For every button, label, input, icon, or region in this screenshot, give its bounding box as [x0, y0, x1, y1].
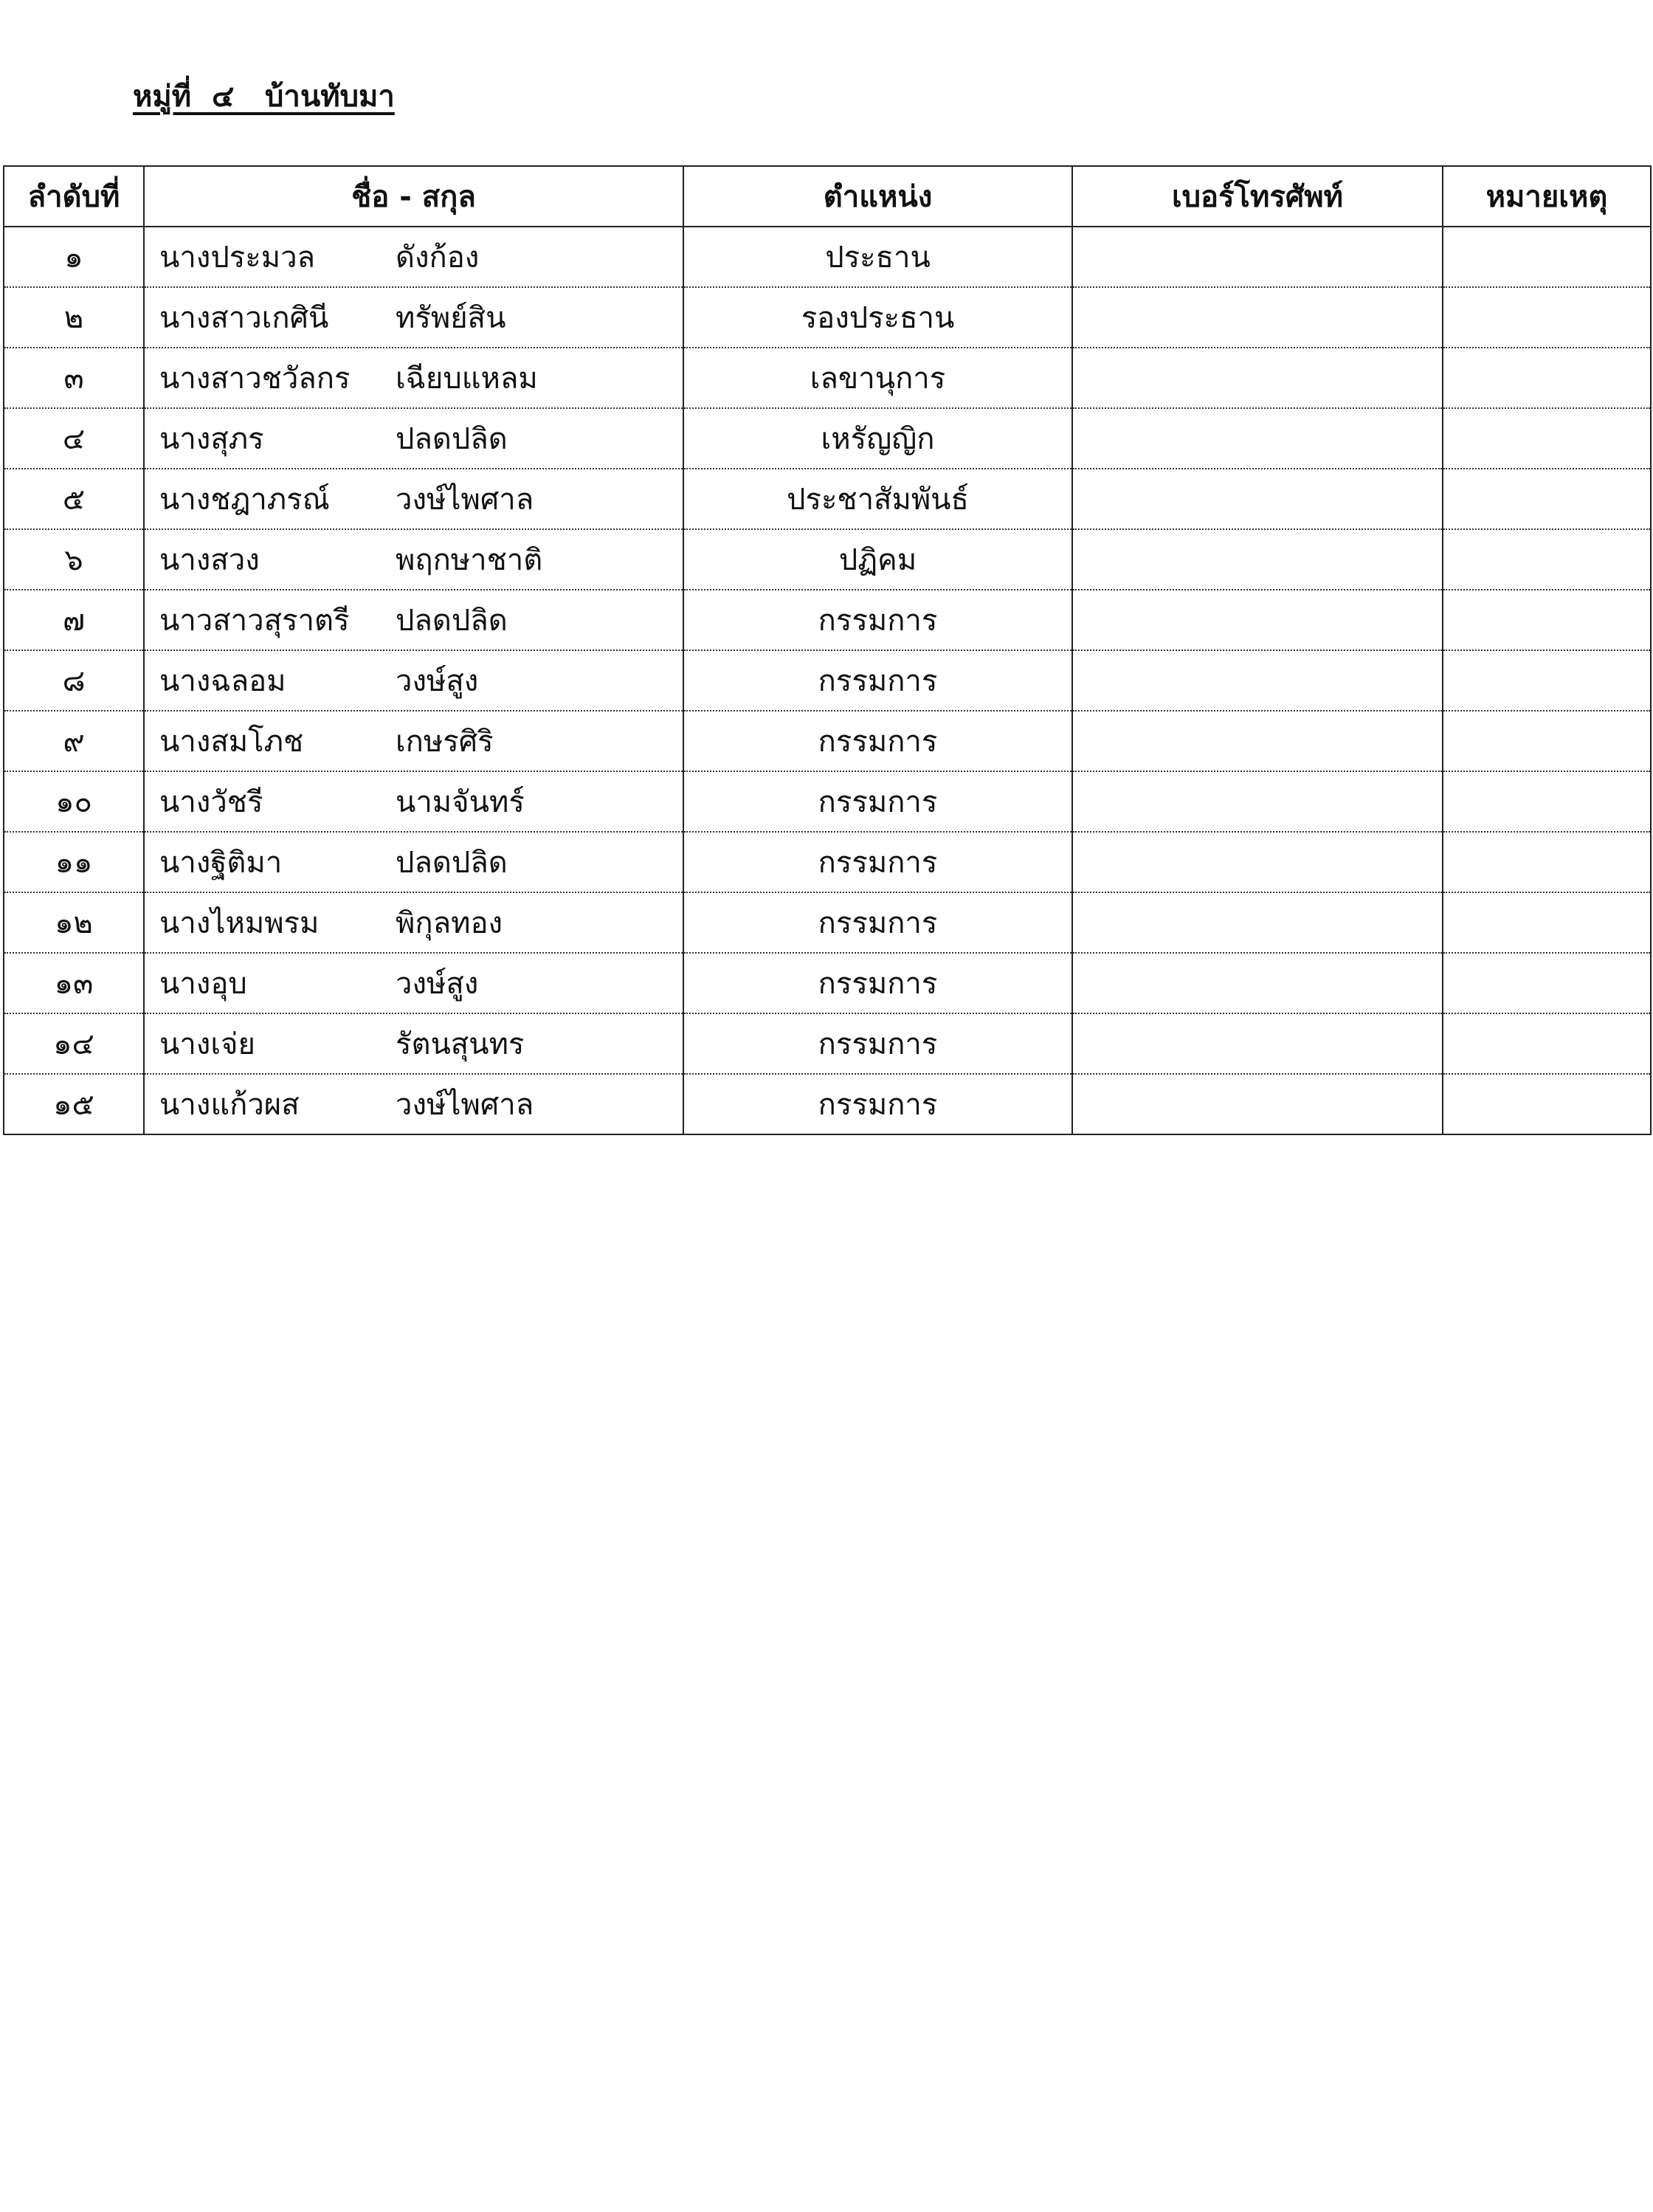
cell-name: [144, 892, 683, 953]
table-row: [4, 832, 1651, 892]
table-row: [4, 408, 1651, 469]
cell-name: [144, 1074, 683, 1134]
cell-note: [1443, 650, 1651, 711]
cell-position: ปฏิคม: [683, 529, 1072, 590]
cell-name: [144, 590, 683, 650]
header-position: ตำแหน่ง: [683, 166, 1072, 227]
cell-no: ๒: [4, 287, 144, 348]
cell-no: ๑๑: [4, 832, 144, 892]
cell-no: ๔: [4, 408, 144, 469]
cell-position: กรรมการ: [683, 953, 1072, 1013]
cell-note: [1443, 408, 1651, 469]
table-row: [4, 590, 1651, 650]
cell-last-name: ปลดปลิด: [396, 604, 508, 638]
cell-no: ๖: [4, 529, 144, 590]
cell-name: [144, 832, 683, 892]
table-header-row: [4, 166, 1651, 227]
cell-position: กรรมการ: [683, 832, 1072, 892]
header-name: ชื่อ - สกุล: [144, 166, 683, 227]
cell-no: ๑๔: [4, 1013, 144, 1074]
document-heading: หมู่ที่ ๔ บ้านทับมา: [133, 80, 395, 114]
cell-no: ๕: [4, 469, 144, 529]
cell-phone: [1072, 832, 1443, 892]
cell-position: กรรมการ: [683, 1074, 1072, 1134]
cell-phone: [1072, 1013, 1443, 1074]
cell-first-name: นางสาวเกศินี: [159, 301, 329, 335]
cell-phone: [1072, 227, 1443, 287]
cell-last-name: รัตนสุนทร: [396, 1027, 525, 1061]
cell-first-name: นางประมวล: [159, 241, 316, 275]
cell-name: [144, 771, 683, 832]
cell-no: ๑๓: [4, 953, 144, 1013]
cell-no: ๑๕: [4, 1074, 144, 1134]
cell-note: [1443, 1074, 1651, 1134]
cell-note: [1443, 227, 1651, 287]
cell-note: [1443, 892, 1651, 953]
cell-phone: [1072, 529, 1443, 590]
cell-name: [144, 408, 683, 469]
cell-last-name: พฤกษาชาติ: [396, 543, 543, 577]
cell-position: กรรมการ: [683, 771, 1072, 832]
cell-last-name: เกษรศิริ: [396, 725, 494, 759]
table-row: [4, 1013, 1651, 1074]
cell-last-name: ปลดปลิด: [396, 422, 508, 456]
cell-name: [144, 529, 683, 590]
cell-note: [1443, 348, 1651, 408]
cell-name: [144, 953, 683, 1013]
cell-name: [144, 650, 683, 711]
cell-position: กรรมการ: [683, 590, 1072, 650]
cell-last-name: นามจันทร์: [396, 785, 525, 819]
table-row: [4, 771, 1651, 832]
cell-phone: [1072, 408, 1443, 469]
cell-last-name: เฉียบแหลม: [396, 362, 538, 396]
cell-first-name: นางวัชรี: [159, 785, 263, 819]
cell-phone: [1072, 892, 1443, 953]
cell-no: ๓: [4, 348, 144, 408]
cell-no: ๑: [4, 227, 144, 287]
cell-first-name: นางเจ่ย: [159, 1027, 255, 1061]
cell-note: [1443, 469, 1651, 529]
cell-last-name: วงษ์สูง: [396, 664, 479, 698]
cell-last-name: ทรัพย์สิน: [396, 301, 506, 335]
table-row: [4, 529, 1651, 590]
cell-last-name: วงษ์ไพศาล: [396, 483, 534, 517]
cell-phone: [1072, 953, 1443, 1013]
cell-phone: [1072, 711, 1443, 771]
table-row: [4, 469, 1651, 529]
cell-no: ๘: [4, 650, 144, 711]
cell-phone: [1072, 348, 1443, 408]
cell-first-name: นางฐิติมา: [159, 846, 283, 880]
cell-note: [1443, 953, 1651, 1013]
cell-position: กรรมการ: [683, 1013, 1072, 1074]
cell-position: เลขานุการ: [683, 348, 1072, 408]
cell-first-name: นางแก้วผส: [159, 1088, 300, 1122]
cell-first-name: นางฉลอม: [159, 664, 286, 698]
cell-note: [1443, 832, 1651, 892]
cell-name: [144, 287, 683, 348]
table-row: [4, 650, 1651, 711]
header-no: ลำดับที่: [4, 166, 144, 227]
header-phone: เบอร์โทรศัพท์: [1072, 166, 1443, 227]
cell-name: [144, 711, 683, 771]
table-row: [4, 1074, 1651, 1134]
cell-phone: [1072, 287, 1443, 348]
cell-first-name: นางชฎาภรณ์: [159, 483, 330, 517]
table-row: [4, 892, 1651, 953]
cell-name: [144, 1013, 683, 1074]
cell-last-name: ปลดปลิด: [396, 846, 508, 880]
cell-first-name: นางสมโภช: [159, 725, 304, 759]
cell-position: ประชาสัมพันธ์: [683, 469, 1072, 529]
table-row: [4, 287, 1651, 348]
header-note: หมายเหตุ: [1443, 166, 1651, 227]
cell-no: ๙: [4, 711, 144, 771]
cell-no: ๑๒: [4, 892, 144, 953]
cell-phone: [1072, 650, 1443, 711]
cell-last-name: ดังก้อง: [396, 241, 480, 275]
cell-phone: [1072, 590, 1443, 650]
cell-note: [1443, 287, 1651, 348]
cell-phone: [1072, 1074, 1443, 1134]
cell-first-name: นางสุภร: [159, 422, 264, 456]
cell-no: ๗: [4, 590, 144, 650]
table-row: [4, 953, 1651, 1013]
cell-note: [1443, 590, 1651, 650]
committee-table: [3, 165, 1652, 1135]
cell-name: [144, 469, 683, 529]
cell-phone: [1072, 771, 1443, 832]
cell-note: [1443, 529, 1651, 590]
cell-last-name: พิกุลทอง: [396, 906, 503, 940]
cell-position: รองประธาน: [683, 287, 1072, 348]
cell-first-name: นางสาวชวัลกร: [159, 362, 351, 396]
cell-no: ๑๐: [4, 771, 144, 832]
cell-note: [1443, 1013, 1651, 1074]
cell-last-name: วงษ์ไพศาล: [396, 1088, 534, 1122]
cell-last-name: วงษ์สูง: [396, 967, 479, 1001]
cell-position: เหรัญญิก: [683, 408, 1072, 469]
cell-first-name: นางสวง: [159, 543, 260, 577]
cell-position: ประธาน: [683, 227, 1072, 287]
cell-position: กรรมการ: [683, 650, 1072, 711]
cell-first-name: นางไหมพรม: [159, 906, 320, 940]
cell-first-name: นาวสาวสุราตรี: [159, 604, 350, 638]
table-row: [4, 227, 1651, 287]
table-row: [4, 711, 1651, 771]
cell-note: [1443, 711, 1651, 771]
cell-position: กรรมการ: [683, 892, 1072, 953]
table-row: [4, 348, 1651, 408]
cell-position: กรรมการ: [683, 711, 1072, 771]
cell-note: [1443, 771, 1651, 832]
cell-name: [144, 227, 683, 287]
cell-name: [144, 348, 683, 408]
cell-phone: [1072, 469, 1443, 529]
cell-first-name: นางอุบ: [159, 967, 247, 1001]
